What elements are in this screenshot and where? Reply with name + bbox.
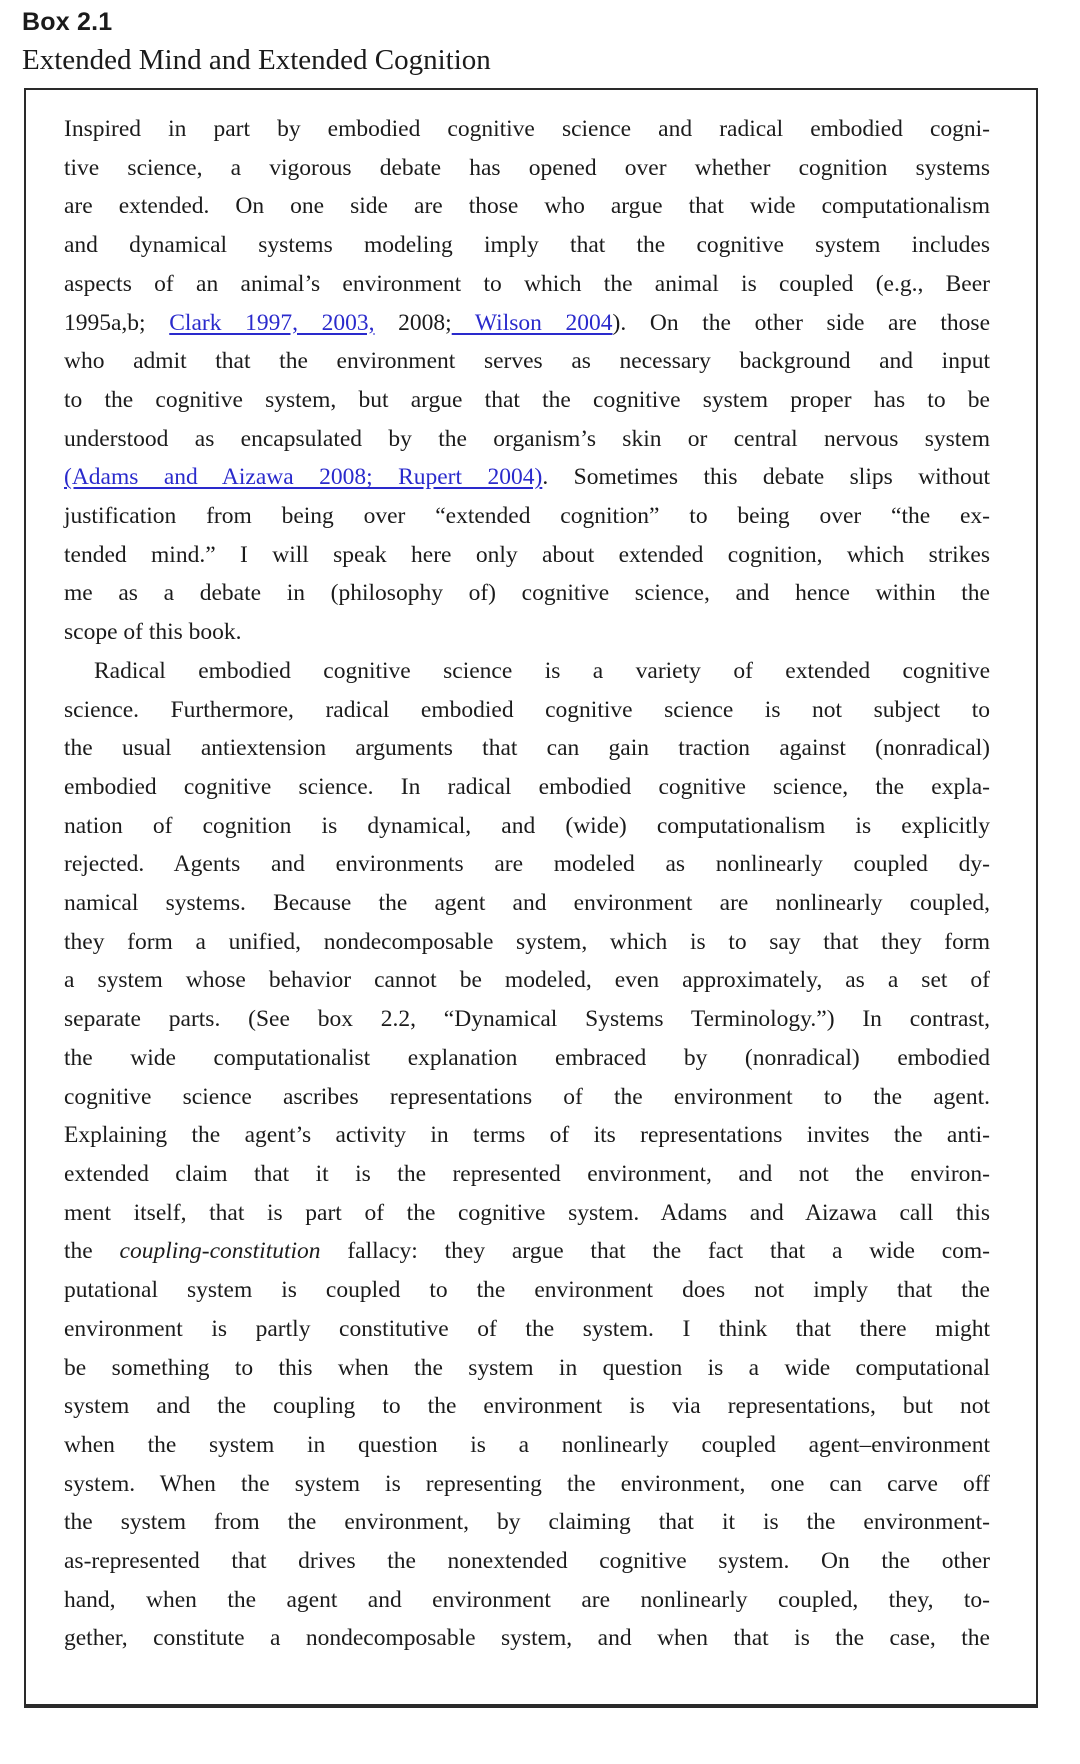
text-line: tive science, a vigorous debate has opened over whether cognition systems [64, 154, 990, 181]
text-line: justification from being over “extended cognition” to being over “the ex- [64, 503, 990, 530]
text-line: Explaining the agent’s activity in terms of its representations invites the anti- [64, 1122, 990, 1149]
text-line: a system whose behavior cannot be modeled, even approximately, as a set of [64, 967, 990, 994]
text-line: nation of cognition is dynamical, and (wide) computationalism is explicitly [64, 812, 990, 839]
citation-link[interactable]: (Adams and Aizawa 2008; Rupert 2004) [64, 464, 543, 491]
text-line: Inspired in part by embodied cognitive science and radical embodied cogni- [64, 116, 990, 142]
text-line: who admit that the environment serves as necessary background and input [64, 348, 990, 375]
text-line: to the cognitive system, but argue that the cognitive system proper has to be [64, 386, 990, 413]
box-label: Box 2.1 [22, 8, 113, 36]
text-line: gether, constitute a nondecomposable system, and when that is the case, the [64, 1625, 990, 1652]
text-line: understood as encapsulated by the organism’s skin or central nervous system [64, 425, 990, 452]
text-line: are extended. On one side are those who argue that wide computationalism [64, 193, 990, 220]
text-line: Radical embodied cognitive science is a variety of extended cognitive [94, 657, 990, 684]
text-line: as-represented that drives the nonextended cognitive system. On the other [64, 1548, 990, 1575]
text-line: science. Furthermore, radical embodied cognitive science is not subject to [64, 696, 990, 723]
text-line: cognitive science ascribes representations of the environment to the agent. [64, 1083, 990, 1110]
text-line: embodied cognitive science. In radical embodied cognitive science, the expla- [64, 773, 990, 800]
text-line: the wide computationalist explanation embraced by (nonradical) embodied [64, 1044, 990, 1071]
text-line: tended mind.” I will speak here only about extended cognition, which strikes [64, 541, 990, 568]
text-line: 1995a,b; Clark 1997, 2003, 2008; Wilson 2004). On the other side are those [64, 309, 990, 336]
text-line: the usual antiextension arguments that can gain traction against (nonradical) [64, 735, 990, 762]
text-line: rejected. Agents and environments are modeled as nonlinearly coupled dy- [64, 851, 990, 878]
text-line: and dynamical systems modeling imply that the cognitive system includes [64, 232, 990, 259]
text-line: hand, when the agent and environment are nonlinearly coupled, they, to- [64, 1586, 990, 1613]
text-line: system and the coupling to the environment is via representations, but not [64, 1393, 990, 1420]
text-box [24, 88, 1038, 1708]
text-line: namical systems. Because the agent and environment are nonlinearly coupled, [64, 890, 990, 917]
text-line: putational system is coupled to the environment does not imply that the [64, 1277, 990, 1304]
text-line: the coupling-constitution fallacy: they argue that the fact that a wide com- [64, 1238, 990, 1265]
citation-link[interactable]: Wilson 2004 [451, 309, 613, 336]
text-line: the system from the environment, by claiming that it is the environment- [64, 1509, 990, 1536]
emphasis-text: coupling-constitution [119, 1238, 321, 1265]
text-line: when the system in question is a nonlinearly coupled agent–environment [64, 1431, 990, 1458]
text-line: environment is partly constitutive of the system. I think that there might [64, 1315, 990, 1342]
citation-link[interactable]: Clark 1997, 2003, [169, 309, 375, 336]
box-header [22, 6, 491, 78]
text-line: (Adams and Aizawa 2008; Rupert 2004). Sometimes this debate slips without [64, 464, 990, 491]
text-line: me as a debate in (philosophy of) cognitive science, and hence within the [64, 580, 990, 607]
text-line: extended claim that it is the represented environment, and not the environ- [64, 1160, 990, 1187]
text-line: be something to this when the system in question is a wide computational [64, 1354, 990, 1381]
text-line: scope of this book. [64, 619, 242, 646]
text-line: ment itself, that is part of the cognitive system. Adams and Aizawa call this [64, 1199, 990, 1226]
text-line: system. When the system is representing the environment, one can carve off [64, 1470, 990, 1497]
text-line: aspects of an animal’s environment to which the animal is coupled (e.g., Beer [64, 270, 990, 297]
text-line: separate parts. (See box 2.2, “Dynamical Systems Terminology.”) In contrast, [64, 1006, 990, 1033]
box-title: Extended Mind and Extended Cognition [22, 44, 491, 76]
box-content [64, 110, 990, 1658]
text-line: they form a unified, nondecomposable system, which is to say that they form [64, 928, 990, 955]
